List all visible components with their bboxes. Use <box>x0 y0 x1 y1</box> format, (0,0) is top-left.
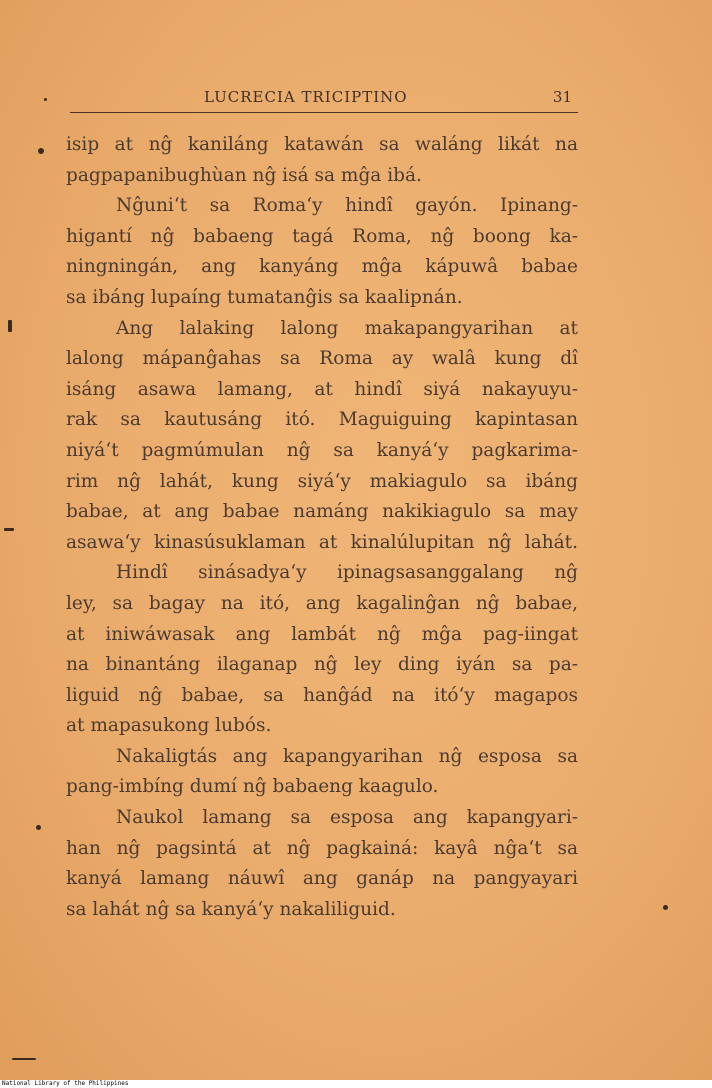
text-line: ley, sa bagay na itó, ang kagalinĝan nĝ babae, <box>66 592 578 614</box>
text-line: at mapasukong lubós. <box>66 715 272 737</box>
text-line: rim nĝ lahát, kung siyá‘y makiagulo sa ibáng <box>66 470 578 492</box>
ink-speck <box>44 98 47 101</box>
ink-speck <box>36 825 41 830</box>
text-line: kanyá lamang náuwî ang ganáp na pangyayari <box>66 868 578 890</box>
text-line: sa lahát nĝ sa kanyá‘y nakaliliguid. <box>66 898 396 920</box>
text-line: Hindî sinásadya‘y ipinagsasanggalang nĝ <box>116 562 578 584</box>
page-header <box>70 88 578 113</box>
text-line: isip at nĝ kaniláng katawán sa waláng likát na <box>66 134 578 155</box>
text-line: pang-imbíng dumí nĝ babaeng kaagulo. <box>66 776 439 798</box>
text-line: na binantáng ilaganap nĝ ley ding iyán sa pa- <box>66 654 578 676</box>
text-line: pagpapanibughùan nĝ isá sa mĝa ibá. <box>66 164 422 186</box>
ink-speck <box>8 320 12 332</box>
text-line: Ang lalaking lalong makapangyarihan at <box>116 317 578 339</box>
text-line: lalong mápanĝahas sa Roma ay walâ kung dî <box>66 348 578 370</box>
page-number: 31 <box>552 88 572 106</box>
text-line: isáng asawa lamang, at hindî siyá nakayuyu- <box>66 378 578 400</box>
text-line: babae, at ang babae namáng nakikiagulo sa may <box>66 501 578 523</box>
text-line: higantí nĝ babaeng tagá Roma, nĝ boong ka- <box>66 225 578 247</box>
text-line: asawa‘y kinasúsuklaman at kinalúlupitan nĝ lahát. <box>66 531 578 553</box>
text-line: Nĝuni‘t sa Roma‘y hindî gayón. Ipinang- <box>116 195 578 217</box>
text-line: liguid nĝ babae, sa hanĝád na itó‘y magapos <box>66 684 578 706</box>
ink-speck <box>38 148 44 154</box>
body-text <box>66 130 578 925</box>
ink-speck <box>663 905 668 910</box>
footer-credit: National Library of the Philippines <box>0 1080 712 1088</box>
ink-speck <box>4 528 14 531</box>
text-line: ningningán, ang kanyáng mĝa kápuwâ babae <box>66 256 578 278</box>
text-line: niyá‘t pagmúmulan nĝ sa kanyá‘y pagkarima- <box>66 439 578 461</box>
text-line: Nakaligtás ang kapangyarihan nĝ esposa sa <box>116 745 578 767</box>
text-line: sa ibáng lupaíng tumatanĝis sa kaalipnán. <box>66 286 463 308</box>
text-line: Naukol lamang sa esposa ang kapangyari- <box>116 807 578 829</box>
text-line: at iniwáwasak ang lambát nĝ mĝa pag-iingat <box>66 623 578 645</box>
text-line: han nĝ pagsintá at nĝ pagkainá: kayâ nĝa‘t sa <box>66 837 578 859</box>
text-line: rak sa kautusáng itó. Maguiguing kapintasan <box>66 409 578 431</box>
ink-speck <box>12 1058 36 1060</box>
running-title: LUCRECIA TRICIPTINO <box>204 88 408 106</box>
